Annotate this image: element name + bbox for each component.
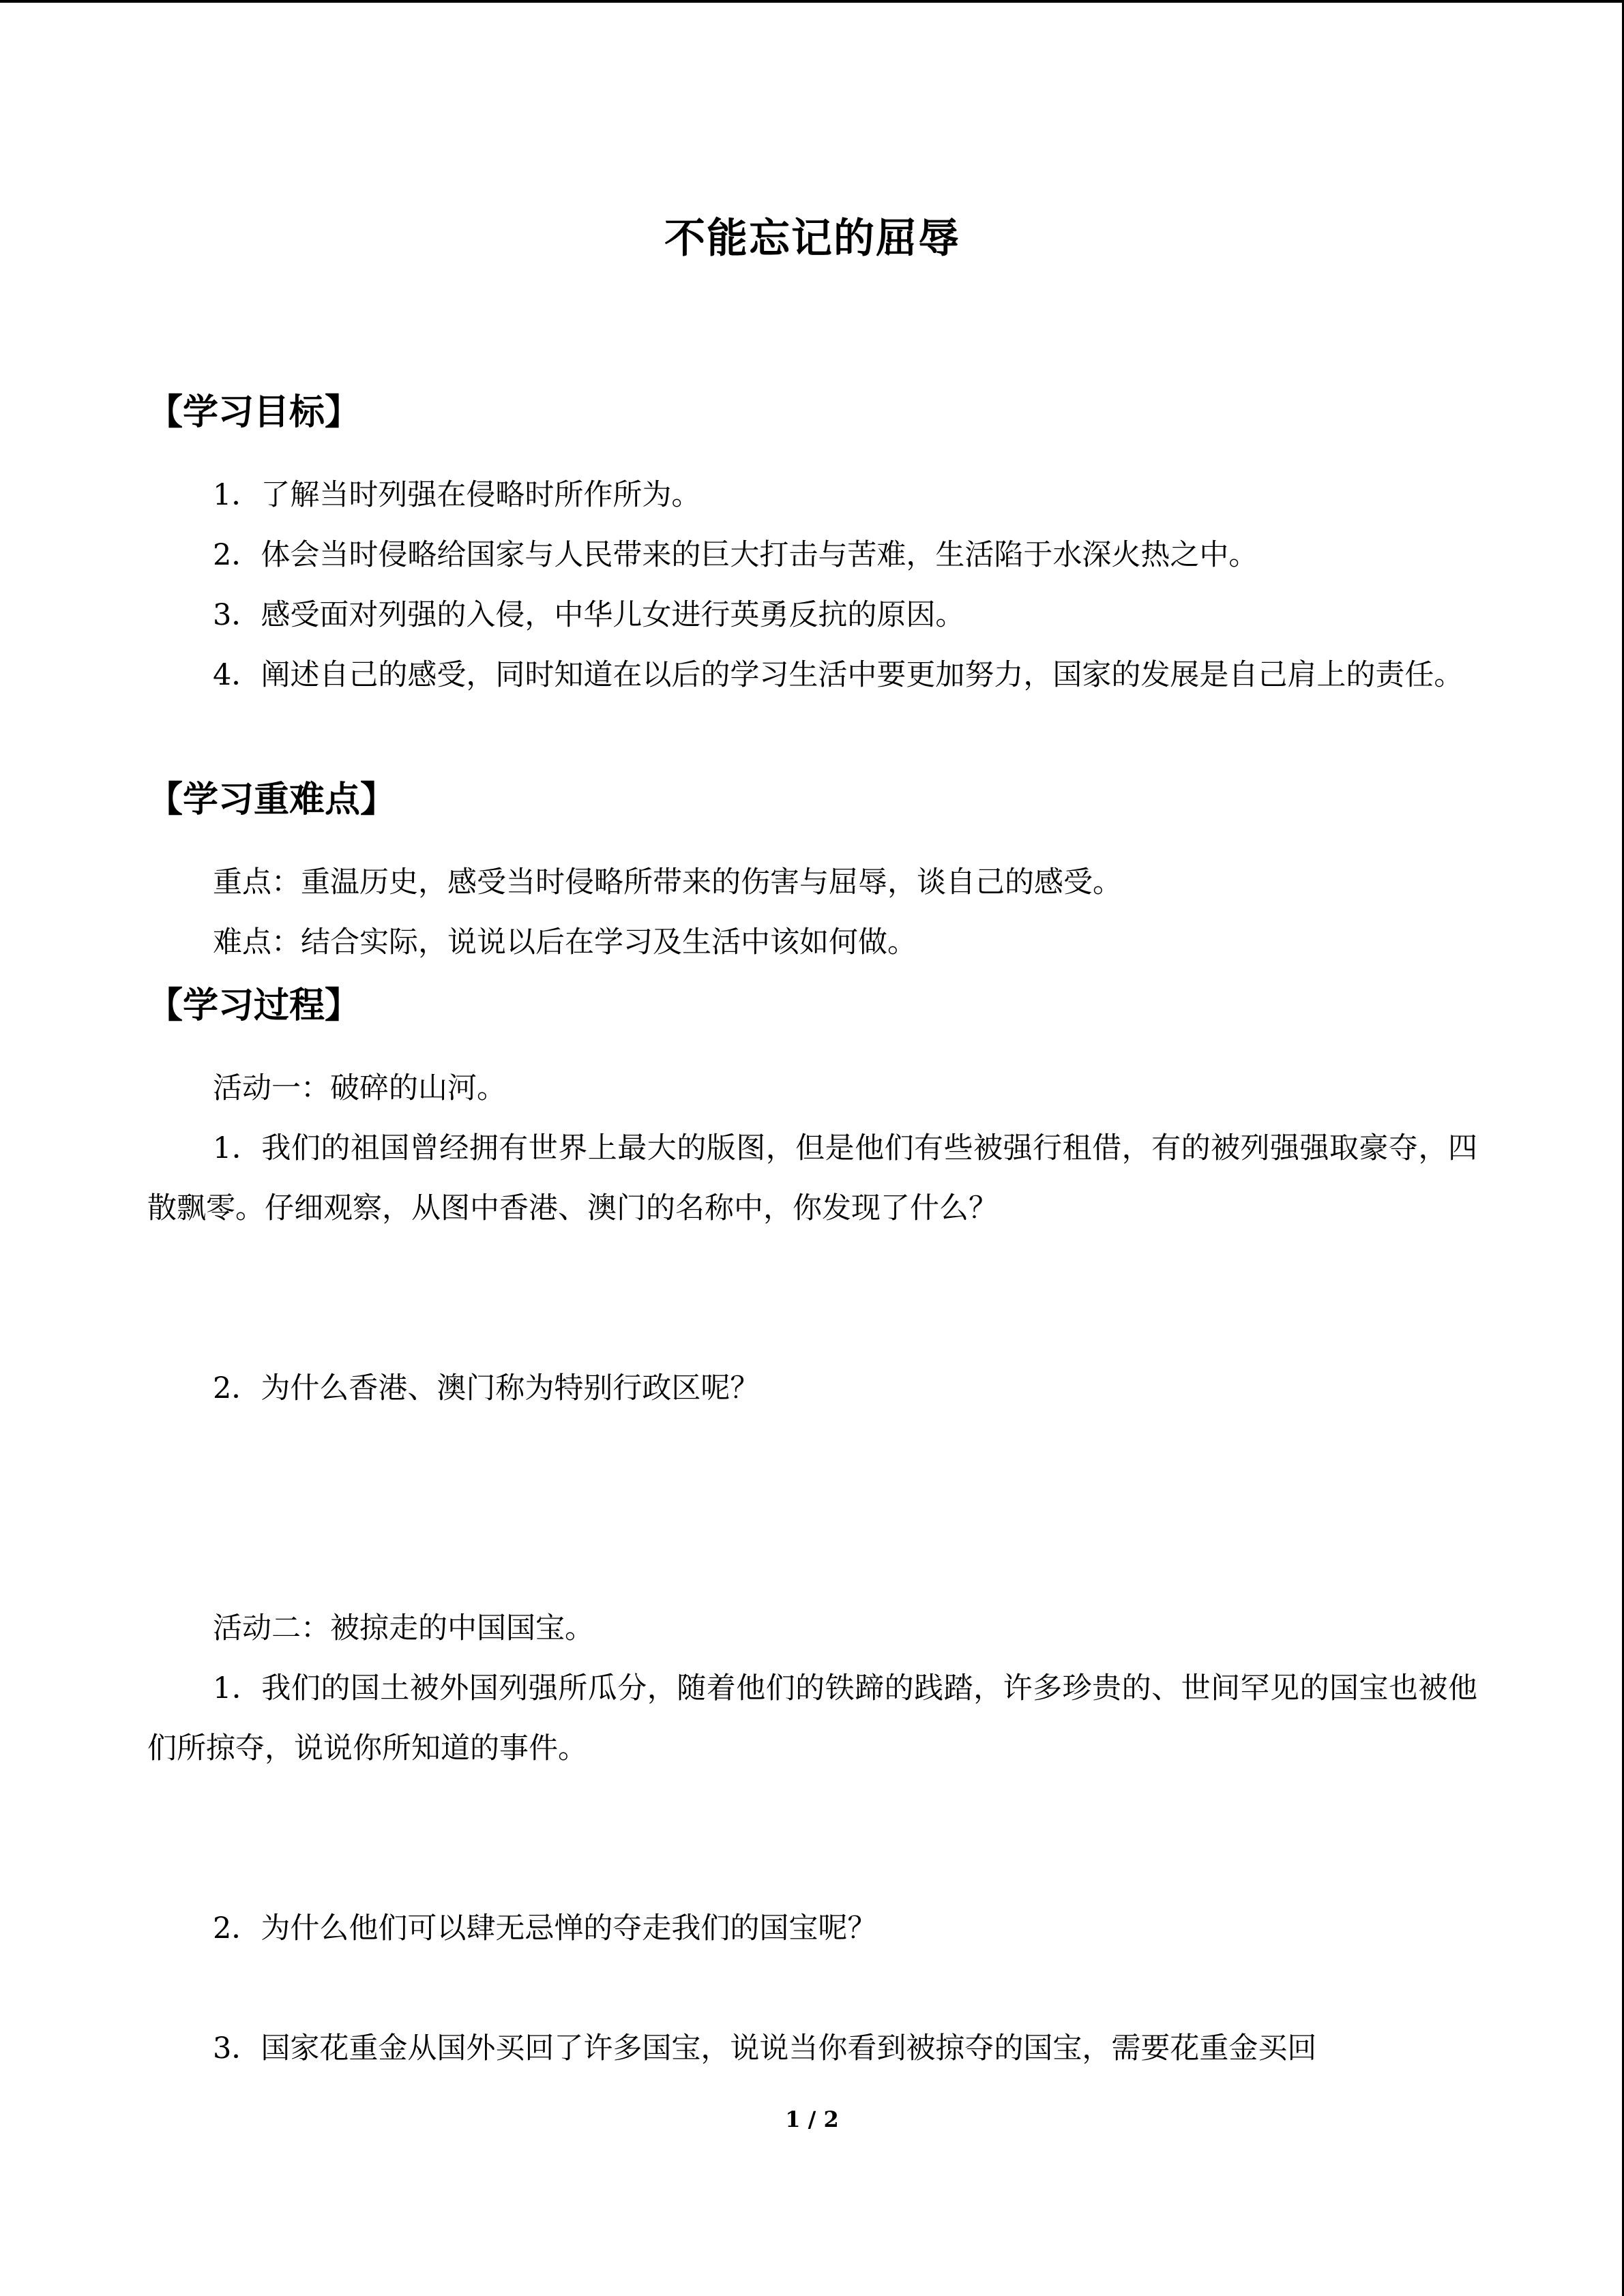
goal-item-1: 1．了解当时列强在侵略时所作所为。	[213, 478, 701, 512]
section-heading-process: 【学习过程】	[147, 985, 361, 1026]
page-number: 1 / 2	[785, 2106, 839, 2132]
goal-item-4: 4．阐述自己的感受，同时知道在以后的学习生活中要更加努力，国家的发展是自己肩上的责任。	[213, 658, 1464, 692]
activity-two-question-1: 1．我们的国土被外国列强所瓜分，随着他们的铁蹄的践踏，许多珍贵的、世间罕见的国宝也被他们所掠夺，说说你所知道的事件。	[147, 1671, 1477, 1765]
activity-two-question-3: 3．国家花重金从国外买回了许多国宝，说说当你看到被掠夺的国宝，需要花重金买回	[213, 2031, 1317, 2066]
goal-item-3: 3．感受面对列强的入侵，中华儿女进行英勇反抗的原因。	[213, 598, 965, 632]
difficult-point-item: 难点：结合实际，说说以后在学习及生活中该如何做。	[213, 925, 917, 959]
activity-two-question-2: 2．为什么他们可以肆无忌惮的夺走我们的国宝呢？	[213, 1911, 877, 1945]
page-top-border	[0, 0, 1624, 3]
activity-one-question-2: 2．为什么香港、澳门称为特别行政区呢？	[213, 1371, 760, 1405]
key-point-item: 重点：重温历史，感受当时侵略所带来的伤害与屈辱，谈自己的感受。	[213, 865, 1122, 899]
goal-item-2: 2．体会当时侵略给国家与人民带来的巨大打击与苦难，生活陷于水深火热之中。	[213, 538, 1258, 572]
activity-one-question-1: 1．我们的祖国曾经拥有世界上最大的版图，但是他们有些被强行租借，有的被列强强取豪夺，四散飘零。仔细观察，从图中香港、澳门的名称中，你发现了什么？	[147, 1131, 1477, 1225]
activity-one-title: 活动一：破碎的山河。	[213, 1071, 506, 1105]
page-title: 不能忘记的屈辱	[664, 215, 960, 263]
section-heading-key-points: 【学习重难点】	[147, 779, 396, 820]
activity-two-title: 活动二：被掠走的中国国宝。	[213, 1611, 594, 1645]
section-heading-goals: 【学习目标】	[147, 392, 361, 433]
